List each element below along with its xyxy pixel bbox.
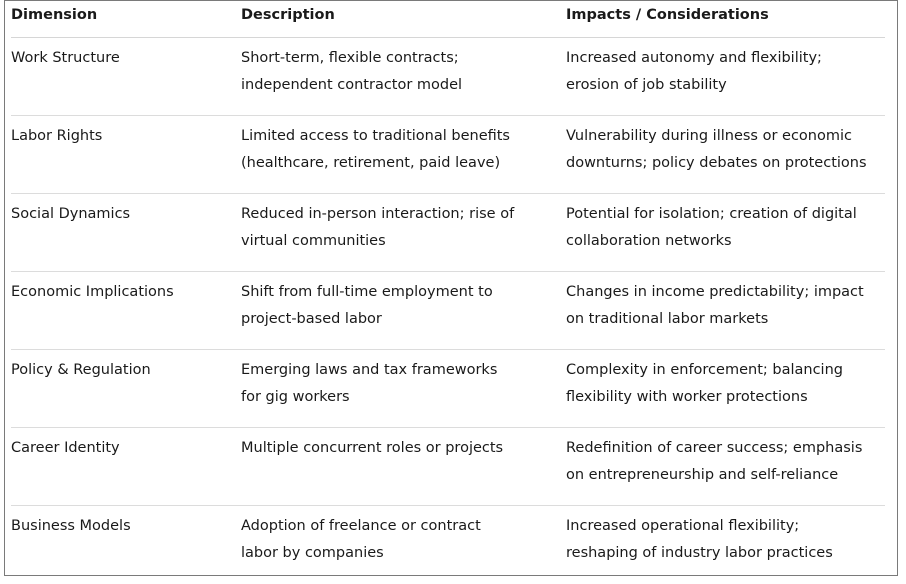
dimension-text: Career Identity	[11, 440, 120, 456]
cell-impacts	[566, 116, 885, 194]
impacts-line: erosion of job stability	[566, 77, 727, 93]
cell-description	[241, 116, 566, 194]
cell-description	[241, 350, 566, 428]
cell-description	[241, 506, 566, 584]
impacts-line: Increased autonomy and flexibility;	[566, 50, 822, 66]
impacts-line: Redefinition of career success; emphasis	[566, 440, 863, 456]
description-line: (healthcare, retirement, paid leave)	[241, 155, 501, 171]
impacts-line: Increased operational flexibility;	[566, 518, 800, 534]
description-line: Emerging laws and tax frameworks	[241, 362, 498, 378]
impacts-line: on entrepreneurship and self-reliance	[566, 467, 839, 483]
table-row	[11, 116, 885, 194]
table-row	[11, 272, 885, 350]
description-line: labor by companies	[241, 545, 384, 561]
table-body	[11, 38, 885, 584]
description-line: Limited access to traditional benefits	[241, 128, 510, 144]
cell-impacts	[566, 272, 885, 350]
description-line: project-based labor	[241, 311, 382, 327]
cell-dimension	[11, 116, 241, 194]
impacts-line: Complexity in enforcement; balancing	[566, 362, 843, 378]
cell-impacts	[566, 38, 885, 116]
description-line: virtual communities	[241, 233, 386, 249]
table-row	[11, 506, 885, 584]
dimension-text: Social Dynamics	[11, 206, 131, 222]
description-line: Short-term, flexible contracts;	[241, 50, 459, 66]
impacts-line: Potential for isolation; creation of digital	[566, 206, 857, 222]
header-impacts: Impacts / Considerations	[566, 7, 885, 38]
description-line: independent contractor model	[241, 77, 463, 93]
table-row	[11, 350, 885, 428]
cell-dimension	[11, 428, 241, 506]
dimension-text: Policy & Regulation	[11, 362, 151, 378]
cell-description	[241, 272, 566, 350]
cell-description	[241, 428, 566, 506]
impacts-line: reshaping of industry labor practices	[566, 545, 833, 561]
cell-impacts	[566, 428, 885, 506]
comparison-table	[11, 7, 885, 584]
impacts-line: Vulnerability during illness or economic	[566, 128, 852, 144]
cell-dimension	[11, 350, 241, 428]
impacts-line: Changes in income predictability; impact	[566, 284, 864, 300]
table-row	[11, 38, 885, 116]
dimension-text: Economic Implications	[11, 284, 174, 300]
impacts-line: collaboration networks	[566, 233, 732, 249]
cell-dimension	[11, 272, 241, 350]
description-line: Shift from full-time employment to	[241, 284, 493, 300]
table-frame	[4, 0, 898, 576]
cell-description	[241, 38, 566, 116]
impacts-line: on traditional labor markets	[566, 311, 769, 327]
dimension-text: Labor Rights	[11, 128, 103, 144]
cell-description	[241, 194, 566, 272]
cell-dimension	[11, 194, 241, 272]
description-line: for gig workers	[241, 389, 350, 405]
description-line: Multiple concurrent roles or projects	[241, 440, 504, 456]
cell-dimension	[11, 38, 241, 116]
cell-impacts	[566, 194, 885, 272]
impacts-line: flexibility with worker protections	[566, 389, 808, 405]
table-row	[11, 428, 885, 506]
description-line: Adoption of freelance or contract	[241, 518, 481, 534]
dimension-text: Work Structure	[11, 50, 120, 66]
cell-dimension	[11, 506, 241, 584]
impacts-line: downturns; policy debates on protections	[566, 155, 867, 171]
header-dimension: Dimension	[11, 7, 241, 38]
description-line: Reduced in-person interaction; rise of	[241, 206, 515, 222]
table-row	[11, 194, 885, 272]
dimension-text: Business Models	[11, 518, 131, 534]
cell-impacts	[566, 350, 885, 428]
cell-impacts	[566, 506, 885, 584]
header-description: Description	[241, 7, 566, 38]
header-row	[11, 7, 885, 38]
